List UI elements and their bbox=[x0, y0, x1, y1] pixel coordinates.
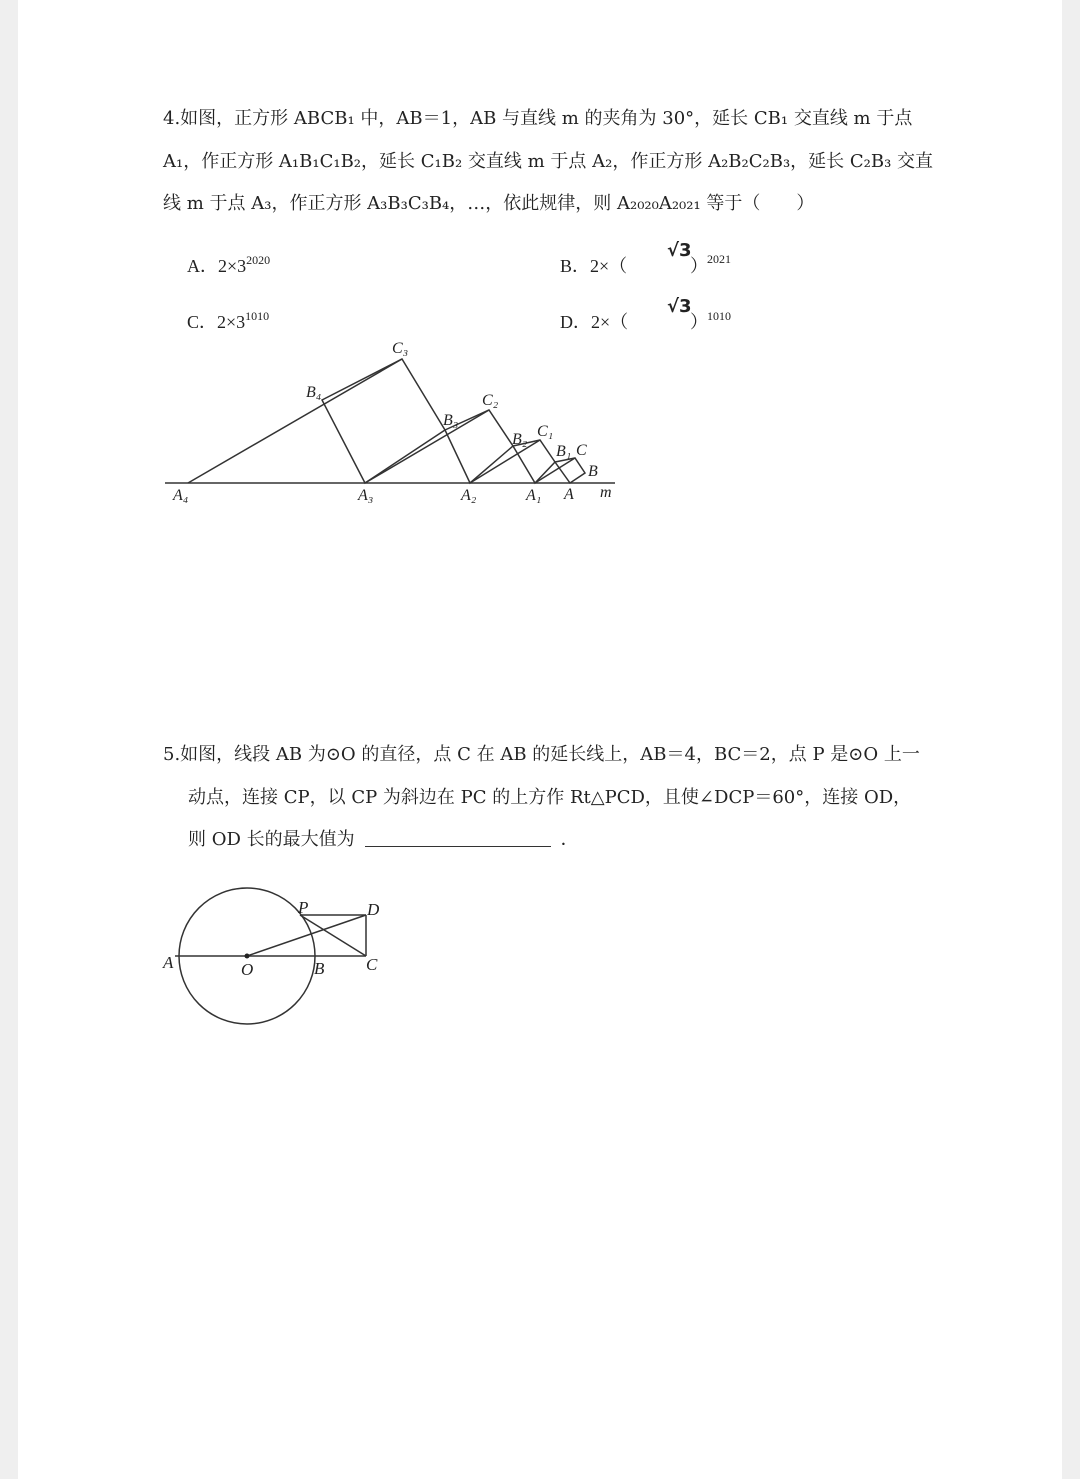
option-d-close: ） bbox=[690, 312, 708, 332]
option-b-close: ） bbox=[690, 256, 708, 276]
label-o: O bbox=[241, 960, 254, 979]
line-a2-c1 bbox=[470, 440, 540, 483]
problem5-text-line1: 5.如图，线段 AB 为⊙O 的直径，点 C 在 AB 的延长线上，AB＝4，BC＝2，点 P 是⊙O 上一 bbox=[163, 744, 920, 765]
segment-pc bbox=[300, 915, 366, 956]
label-c3: C₃ bbox=[392, 340, 409, 357]
answer-blank[interactable] bbox=[365, 830, 551, 847]
label-c: C bbox=[576, 442, 587, 459]
label-b: B bbox=[314, 959, 325, 978]
label-p: P bbox=[298, 898, 309, 917]
label-c2: C₂ bbox=[482, 392, 499, 409]
problem5-text-line2: 动点，连接 CP，以 CP 为斜边在 PC 的上方作 Rt△PCD，且使∠DCP＝60°，连接 OD， bbox=[188, 787, 912, 808]
label-b: B bbox=[588, 463, 598, 480]
center-dot bbox=[245, 954, 250, 959]
label-a1: A₁ bbox=[526, 487, 542, 504]
option-d-sqrt: √3 bbox=[667, 296, 692, 317]
problem4-figure bbox=[160, 330, 630, 510]
label-b4: B₄ bbox=[306, 384, 322, 401]
line-a3-c2 bbox=[365, 410, 489, 483]
label-c: C bbox=[366, 955, 378, 974]
problem4-text-line2: A₁，作正方形 A₁B₁C₁B₂，延长 C₁B₂ 交直线 m 于点 A₂，作正方形 A₂B₂C₂B₃，延长 C₂B₃ 交直 bbox=[163, 151, 934, 172]
label-m: m bbox=[600, 484, 612, 501]
problem5-figure bbox=[160, 880, 390, 1030]
label-b1: B₁ bbox=[556, 443, 572, 460]
line-a4-c3 bbox=[188, 359, 402, 483]
label-a3: A₃ bbox=[358, 487, 374, 504]
option-d: D．2×（ bbox=[560, 312, 629, 332]
label-a2: A₂ bbox=[461, 487, 477, 504]
label-a: A bbox=[163, 953, 174, 972]
option-b: B．2×（ bbox=[560, 256, 628, 276]
label-b2: B₂ bbox=[512, 431, 528, 448]
segment-od bbox=[247, 915, 366, 956]
option-b-sqrt: √3 bbox=[667, 240, 692, 261]
square-a3b3c3b4 bbox=[322, 359, 445, 483]
option-a: A．$2\times 3^{2020}$ bbox=[187, 253, 271, 276]
label-a4: A₄ bbox=[173, 487, 189, 504]
label-a: A bbox=[564, 486, 574, 503]
option-d-exponent: 1010 bbox=[707, 309, 731, 323]
label-b3: B₃ bbox=[443, 412, 459, 429]
problem4-text-line3: 线 m 于点 A₃，作正方形 A₃B₃C₃B₄，…，依此规律，则 A₂₀₂₀A₂₀₂₁ 等于（ ） bbox=[163, 193, 815, 214]
problem5-text-line3: 则 OD 长的最大值为 ． bbox=[188, 829, 579, 850]
label-c1: C₁ bbox=[537, 423, 554, 440]
option-c: C．$2\times 3^{1010}$ bbox=[187, 309, 270, 332]
problem4-text-line1: 4.如图，正方形 ABCB₁ 中，AB＝1，AB 与直线 m 的夹角为 30°，延长 CB₁ 交直线 m 于点 bbox=[163, 108, 913, 129]
option-b-exponent: 2021 bbox=[707, 252, 731, 266]
label-d: D bbox=[367, 900, 380, 919]
